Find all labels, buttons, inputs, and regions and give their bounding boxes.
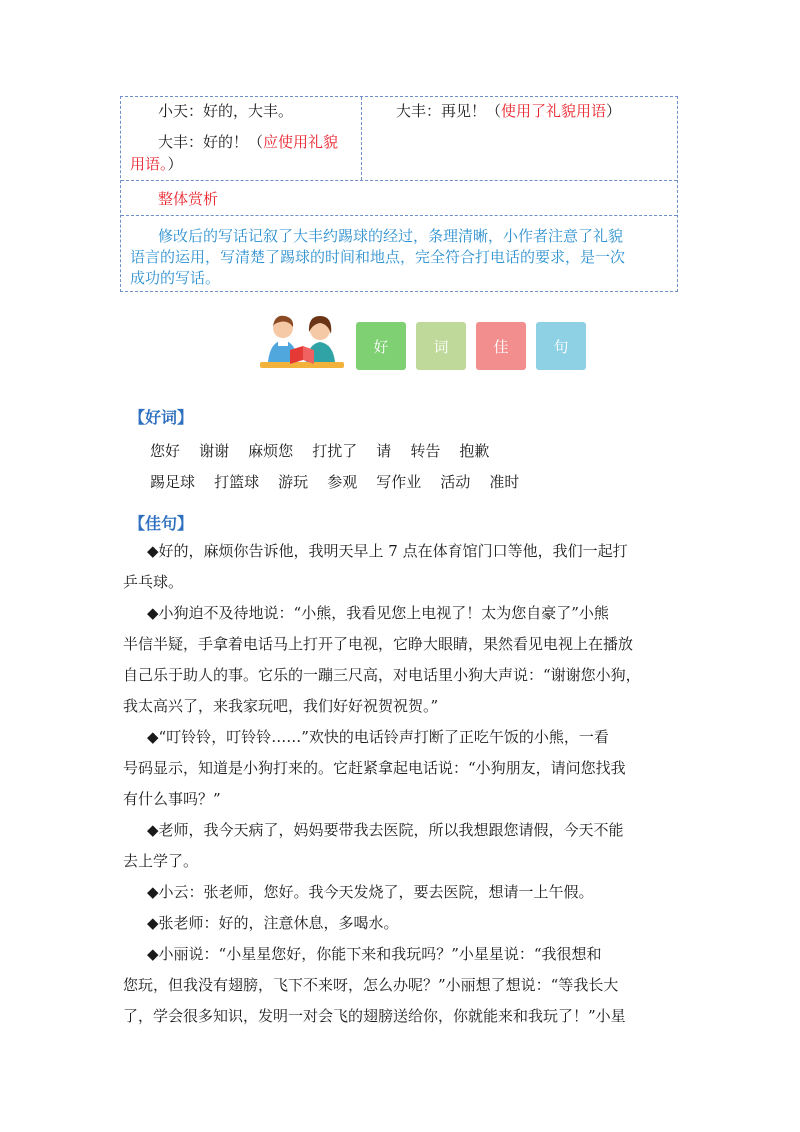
dialogue-line-dafeng-cont: 用语。）: [130, 155, 183, 173]
praise-note: 使用了礼貌用语: [501, 102, 607, 120]
sentence-paragraph: ◆“叮铃铃，叮铃铃……”欢快的电话铃声打断了正吃午饭的小熊，一看 号码显示，知道是小狗打来的。它赶紧拿起电话说：“小狗朋友，请问您找我 有什么事吗？”: [123, 728, 626, 808]
sentence-paragraph: ◆小丽说：“小星星您好，你能下来和我玩吗？”小星星说：“我很想和 您玩，但我没有翅膀，飞下不来呀，怎么办呢？”小丽想了想说：“等我长大 了，学会很多知识，发明一对会飞的翅膀送给你，你就能来和我玩了！”小星: [123, 945, 626, 1025]
sentence-paragraph: ◆小云：张老师，您好。我今天发烧了，要去医院，想请一上午假。: [147, 883, 594, 901]
appraisal-line-2: 语言的运用，写清楚了踢球的时间和地点，完全符合打电话的要求，是一次: [130, 248, 626, 266]
appraisal-line-3: 成功的写话。: [130, 269, 221, 287]
good-words-banner: [258, 310, 588, 374]
correction-note-cont: 用语。: [130, 155, 168, 173]
good-words-heading: 【好词】: [129, 408, 194, 427]
tile-ci: 词: [416, 322, 466, 370]
tile-hao: 好: [356, 322, 406, 370]
table-divider-vertical: [361, 97, 362, 180]
correction-note: 应使用礼貌: [263, 133, 339, 151]
tile-jia: 佳: [476, 322, 526, 370]
good-sentences-heading: 【佳句】: [129, 514, 194, 533]
sentence-paragraph: ◆老师，我今天病了，妈妈要带我去医院，所以我想跟您请假，今天不能 去上学了。: [123, 821, 624, 870]
analysis-table: [120, 96, 678, 292]
appraisal-line-1: 修改后的写话记叙了大丰约踢球的经过，条理清晰，小作者注意了礼貌: [158, 227, 624, 245]
dialogue-line-dafeng-bye: 大丰：再见！（使用了礼貌用语）: [396, 102, 622, 120]
dialogue-line-xiaotian: 小天：好的，大丰。: [158, 102, 294, 120]
sentence-paragraph: ◆好的，麻烦你告诉他，我明天早上 7 点在体育馆门口等他，我们一起打 乒乓球。: [123, 542, 628, 591]
sentence-paragraph: ◆小狗迫不及待地说：“小熊，我看见您上电视了！太为您自豪了”小熊 半信半疑，手拿着电话马上打开了电视，它睁大眼睛，果然看见电视上在播放 自己乐于助人的事。它乐的一蹦三尺高，对电话里小狗大声说：“谢谢您小狗， 我太高兴了，来我家玩吧，我们好好祝贺祝贺。”: [123, 604, 641, 715]
tile-ju: 句: [536, 322, 586, 370]
kids-reading-illustration: [258, 310, 348, 374]
table-divider-row2: [121, 215, 677, 216]
dialogue-line-dafeng: 大丰：好的！（应使用礼貌: [158, 133, 339, 151]
section-title-appraisal: 整体赏析: [158, 190, 219, 208]
table-divider-row1: [121, 180, 677, 181]
good-words-line-2: 踢足球 打篮球 游玩 参观 写作业 活动 准时: [150, 473, 520, 491]
sentence-paragraph: ◆张老师：好的，注意休息，多喝水。: [147, 914, 399, 932]
good-words-line-1: 您好 谢谢 麻烦您 打扰了 请 转告 抱歉: [150, 442, 490, 460]
